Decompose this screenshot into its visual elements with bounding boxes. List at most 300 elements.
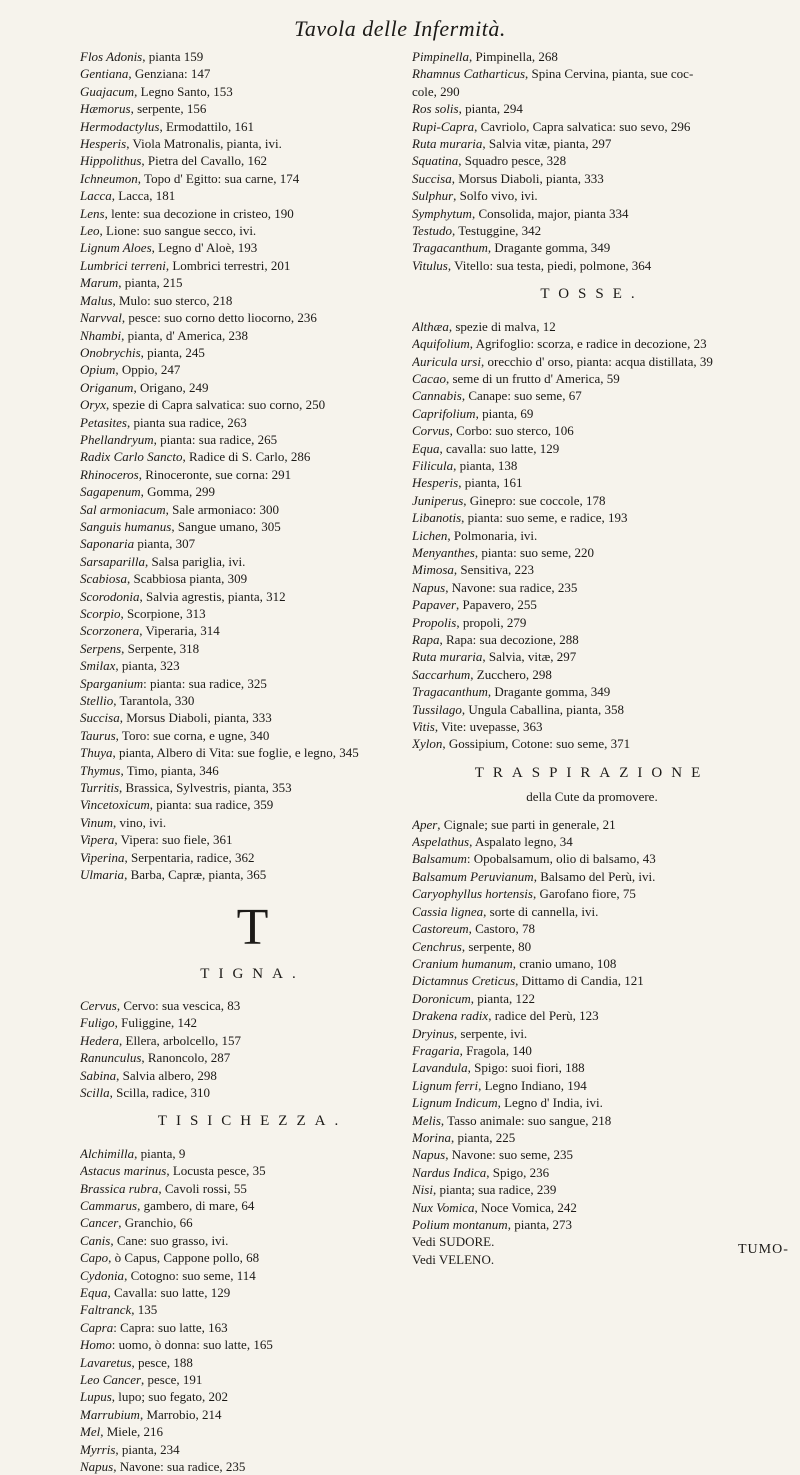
entry-detail: , pianta: sua radice, 359 xyxy=(149,797,274,813)
index-entry xyxy=(80,1214,425,1231)
entry-term: Oryx xyxy=(80,397,106,413)
left-entries-a xyxy=(80,48,425,884)
index-entry xyxy=(80,1441,425,1458)
entry-detail: , Pietra del Cavallo, 162 xyxy=(141,153,268,169)
entry-term: Leo Cancer xyxy=(80,1372,142,1388)
index-entry xyxy=(80,187,425,204)
entry-term: Vipera xyxy=(80,832,115,848)
entry-detail: , Squadro pesce, 328 xyxy=(458,153,567,169)
entry-term: Sanguis humanus xyxy=(80,518,172,534)
index-entry xyxy=(80,257,425,274)
entry-detail: , Marrobio, 214 xyxy=(139,1406,222,1422)
entry-term: Cydonia xyxy=(80,1267,125,1283)
entry-detail: , Granchio, 66 xyxy=(118,1215,193,1231)
entry-detail: , Radice di S. Carlo, 286 xyxy=(182,449,311,465)
index-entry xyxy=(412,1007,772,1024)
entry-detail: , Spina Cervina, pianta, sue coc- xyxy=(525,66,694,82)
index-entry xyxy=(80,814,425,831)
index-entry xyxy=(80,309,425,326)
index-entry xyxy=(412,850,772,867)
entry-term: Napus xyxy=(412,579,446,595)
section-title-traspirazione: TRASPIRAZIONE xyxy=(474,764,710,781)
entry-term: Equa xyxy=(80,1285,108,1300)
entry-term: Radix Carlo Sancto xyxy=(80,449,183,465)
index-entry xyxy=(80,1145,425,1162)
entry-term: Taurus xyxy=(80,727,116,743)
entry-detail: , Castoro, 78 xyxy=(468,921,536,937)
entry-term: Capra xyxy=(80,1319,114,1335)
entry-detail: : Capra: suo latte, 163 xyxy=(113,1319,228,1335)
entry-detail: , Navone: suo seme, 235 xyxy=(445,1147,574,1163)
entry-detail: , pianta sua radice, 263 xyxy=(126,414,247,430)
entry-detail: , pianta 159 xyxy=(142,49,204,64)
index-entry xyxy=(80,205,425,222)
entry-detail: , Spigo: suoi fiori, 188 xyxy=(467,1060,585,1076)
index-entry xyxy=(80,553,425,570)
index-entry xyxy=(80,48,425,65)
entry-term: Hermodactylus xyxy=(80,118,160,134)
entry-term: Gentiana xyxy=(80,66,129,82)
index-entry xyxy=(80,361,425,378)
entry-term: Xylon xyxy=(412,736,443,752)
entry-detail: , pianta, 294 xyxy=(458,101,523,117)
index-entry xyxy=(80,466,425,483)
index-entry xyxy=(80,501,425,518)
entry-detail: , pianta, d' America, 238 xyxy=(121,327,249,343)
entry-term: Brassica rubra xyxy=(80,1180,159,1196)
index-entry xyxy=(412,735,772,752)
catchword: TUMO- xyxy=(738,1242,789,1257)
index-entry xyxy=(80,448,425,465)
entry-term: Papaver xyxy=(412,597,457,613)
entry-detail: , spezie di malva, 12 xyxy=(448,318,556,334)
entry-detail: , Balsamo del Perù, ivi. xyxy=(533,868,656,884)
entry-detail: , Scilla, radice, 310 xyxy=(109,1084,210,1100)
index-entry xyxy=(412,205,772,222)
entry-term: Narvval xyxy=(80,310,122,326)
entry-term: Cannabis xyxy=(412,388,462,404)
entry-term: Vitis xyxy=(412,719,435,735)
entry-detail: , Spigo, 236 xyxy=(486,1164,550,1180)
entry-detail: , Consolida, major, pianta 334 xyxy=(471,205,629,221)
index-entry xyxy=(412,353,772,370)
section-big-letter: T xyxy=(236,898,269,956)
entry-detail: , Gomma, 299 xyxy=(140,484,216,500)
entry-term: Hesperis xyxy=(412,475,459,491)
entry-term: Serpens xyxy=(80,640,122,656)
entry-term: Ranunculus xyxy=(80,1050,142,1066)
index-entry xyxy=(412,48,772,65)
index-entry xyxy=(80,796,425,813)
entry-detail: : uomo, ò donna: suo latte, 165 xyxy=(111,1337,273,1353)
entry-term: Caryophyllus hortensis xyxy=(412,886,533,902)
entry-term: Vinum xyxy=(80,814,113,830)
entry-detail: , Testuggine, 342 xyxy=(451,223,542,239)
page-title: Tavola delle Infermità. xyxy=(294,16,506,41)
entry-detail: , Papavero, 255 xyxy=(456,597,537,613)
entry-term: Castoreum xyxy=(412,921,469,937)
entry-detail: , lupo; suo fegato, 202 xyxy=(111,1389,229,1405)
index-entry xyxy=(80,1336,425,1353)
entry-term: Stellio xyxy=(80,693,114,709)
entry-term: Nhambi xyxy=(80,327,122,343)
entry-term: Smilax xyxy=(80,658,116,674)
left-entries-tisichezza xyxy=(80,1145,425,1475)
entry-detail: , Noce Vomica, 242 xyxy=(474,1199,577,1215)
entry-term: Cranium humanum xyxy=(412,955,513,971)
entry-term: Filicula xyxy=(412,457,454,473)
index-entry xyxy=(412,1216,772,1233)
entry-detail: , Salvia, vitæ, 297 xyxy=(482,649,577,665)
entry-detail: cole, 290 xyxy=(412,83,460,99)
index-entry xyxy=(412,1181,772,1198)
index-entry xyxy=(80,588,425,605)
entry-detail: , Origano, 249 xyxy=(133,379,209,395)
index-entry xyxy=(80,657,425,674)
index-entry xyxy=(412,1025,772,1042)
entry-term: Sulphur xyxy=(412,188,454,204)
entry-detail: , Morsus Diaboli, pianta, 333 xyxy=(119,710,272,726)
index-entry xyxy=(80,831,425,848)
entry-term: Tragacanthum xyxy=(412,240,488,256)
index-entry xyxy=(412,1199,772,1216)
entry-term: Lavandula xyxy=(412,1060,468,1076)
index-entry xyxy=(412,683,772,700)
entry-detail: , Rinoceronte, sue corna: 291 xyxy=(138,466,292,482)
index-entry xyxy=(80,1267,425,1284)
entry-term: Capo xyxy=(80,1250,109,1266)
index-entry xyxy=(80,1319,425,1336)
entry-term: Ruta muraria xyxy=(412,649,483,665)
entry-detail: , spezie di Capra salvatica: suo corno, 250 xyxy=(106,397,326,413)
index-entry xyxy=(80,518,425,535)
entry-detail: , Barba, Capræ, pianta, 365 xyxy=(124,867,267,883)
entry-term: Menyanthes xyxy=(412,544,475,560)
index-entry xyxy=(412,885,772,902)
index-entry xyxy=(412,135,772,152)
index-entry xyxy=(80,118,425,135)
entry-term: Libanotis xyxy=(412,510,462,526)
entry-term: Origanum xyxy=(80,379,134,395)
entry-detail: , Timo, pianta, 346 xyxy=(120,762,219,778)
entry-detail: , Viola Matronalis, pianta, ivi. xyxy=(126,136,282,152)
index-entry xyxy=(412,118,772,135)
section-title-tigna: TIGNA. xyxy=(200,965,305,982)
entry-detail: , Legno d' Aloè, 193 xyxy=(151,240,258,256)
entry-detail: , cavalla: suo latte, 129 xyxy=(439,440,560,456)
entry-detail: , seme di un frutto d' America, 59 xyxy=(445,370,620,386)
entry-term: Lignum Aloes xyxy=(80,240,152,256)
entry-detail: , pianta, 323 xyxy=(115,658,180,674)
index-entry xyxy=(412,1042,772,1059)
index-entry xyxy=(80,379,425,396)
entry-detail: , Cavriolo, Capra salvatica: suo sevo, 296 xyxy=(474,118,691,134)
entry-detail: , Cotogno: suo seme, 114 xyxy=(124,1267,256,1283)
entry-term: Mel xyxy=(80,1424,101,1440)
entry-detail: , pianta, 122 xyxy=(470,990,536,1006)
entry-detail: , Aspalato legno, 34 xyxy=(469,834,573,850)
index-entry xyxy=(412,474,772,491)
entry-detail: , Salvia vitæ, pianta, 297 xyxy=(482,136,612,152)
index-entry xyxy=(412,1233,772,1250)
entry-detail: , Legno d' India, ivi. xyxy=(497,1095,603,1111)
entry-detail: , Canape: suo seme, 67 xyxy=(461,388,582,404)
index-entry xyxy=(80,1371,425,1388)
entry-detail: , Serpentaria, radice, 362 xyxy=(124,849,255,865)
entry-term: Drakena radix xyxy=(412,1008,489,1024)
index-entry xyxy=(80,1162,425,1179)
index-entry xyxy=(80,1180,425,1197)
entry-term: Rapa xyxy=(412,632,440,647)
entry-detail: , propoli, 279 xyxy=(456,614,527,630)
index-entry xyxy=(412,370,772,387)
entry-detail: , Pimpinella, 268 xyxy=(469,49,558,64)
index-entry xyxy=(80,1458,425,1475)
entry-term: Turritis xyxy=(80,780,120,796)
section-title-tosse: TOSSE. xyxy=(540,286,644,303)
entry-detail: , vino, ivi. xyxy=(112,814,167,830)
entry-detail: , lente: sua decozione in cristeo, 190 xyxy=(104,205,294,221)
entry-detail: , pesce: suo corno detto liocorno, 236 xyxy=(121,310,317,326)
entry-term: Althæa xyxy=(412,318,449,334)
entry-detail: , cranio umano, 108 xyxy=(512,955,617,971)
entry-term: Aspelathus xyxy=(412,834,470,850)
entry-detail: , Dittamo di Candia, 121 xyxy=(515,973,644,989)
entry-detail: , pianta: suo seme, e radice, 193 xyxy=(461,510,628,526)
index-entry xyxy=(412,579,772,596)
index-entry xyxy=(412,1059,772,1076)
entry-term: Scabiosa xyxy=(80,571,127,587)
entry-detail: , Fuliggine, 142 xyxy=(114,1015,198,1031)
entry-term: Astacus marinus xyxy=(80,1163,167,1179)
index-entry xyxy=(412,955,772,972)
entry-term: Lignum ferri xyxy=(412,1077,479,1093)
index-entry xyxy=(80,1423,425,1440)
entry-term: Ulmaria xyxy=(80,867,125,883)
index-entry xyxy=(80,483,425,500)
entry-term: Flos Adonis xyxy=(80,49,143,64)
index-entry xyxy=(80,1388,425,1405)
entry-detail: , Tasso animale: suo sangue, 218 xyxy=(440,1112,612,1128)
entry-detail: , Rapa: sua decozione, 288 xyxy=(439,632,579,647)
index-entry xyxy=(80,396,425,413)
entry-term: Rupi-Capra xyxy=(412,118,475,134)
entry-term: Succisa xyxy=(412,170,452,186)
entry-detail: , Navone: sua radice, 235 xyxy=(113,1459,246,1475)
entry-term: Thuya xyxy=(80,745,113,761)
entry-term: Scorpio xyxy=(80,606,121,621)
entry-detail: , sorte di cannella, ivi. xyxy=(483,903,599,919)
entry-detail: , Gossipium, Cotone: suo seme, 371 xyxy=(442,736,631,752)
index-entry xyxy=(80,709,425,726)
right-entries-tosse xyxy=(412,318,772,753)
entry-detail: , Cavalla: suo latte, 129 xyxy=(107,1285,231,1300)
entry-term: Juniperus xyxy=(412,492,464,508)
entry-detail: : pianta: sua radice, 325 xyxy=(143,675,267,691)
index-entry xyxy=(412,65,772,82)
entry-term: Auricula ursi xyxy=(412,353,481,369)
entry-detail: , Agrifoglio: scorza, e radice in decozione, 23 xyxy=(469,336,707,352)
entry-detail: , Vipera: suo fiele, 361 xyxy=(114,832,233,848)
index-entry xyxy=(80,1406,425,1423)
index-entry xyxy=(412,648,772,665)
entry-term: Nisi xyxy=(412,1182,433,1198)
entry-term: Napus xyxy=(412,1147,446,1163)
index-entry xyxy=(80,292,425,309)
entry-term: Lignum Indicum xyxy=(412,1095,498,1111)
index-entry xyxy=(80,675,425,692)
entry-term: Lacca xyxy=(80,188,112,204)
index-entry xyxy=(412,422,772,439)
index-entry xyxy=(412,222,772,239)
entry-detail: , Sale armoniaco: 300 xyxy=(165,501,279,517)
entry-detail: , Serpente, 318 xyxy=(121,640,200,656)
index-entry xyxy=(80,1067,425,1084)
entry-term: Succisa xyxy=(80,710,120,726)
index-entry xyxy=(412,405,772,422)
entry-detail: , Ginepro: sue coccole, 178 xyxy=(463,492,606,508)
entry-term: Equa xyxy=(412,440,440,456)
index-entry xyxy=(80,65,425,82)
index-entry xyxy=(80,327,425,344)
index-entry xyxy=(412,1251,772,1268)
index-entry xyxy=(412,170,772,187)
entry-detail: , Brassica, Sylvestris, pianta, 353 xyxy=(119,780,292,796)
entry-term: Ros solis xyxy=(412,101,459,117)
entry-detail: , Lacca, 181 xyxy=(111,188,176,204)
entry-detail: , Scorpione, 313 xyxy=(120,606,206,621)
entry-term: Polium montanum xyxy=(412,1217,508,1232)
entry-detail: , Topo d' Egitto: sua carne, 174 xyxy=(137,170,300,186)
right-entries-traspirazione xyxy=(412,816,772,1269)
entry-term: Faltranck xyxy=(80,1302,132,1318)
entry-term: Caprifolium xyxy=(412,405,476,421)
entry-term: Rhinoceros xyxy=(80,466,139,482)
index-entry xyxy=(412,1112,772,1129)
entry-detail: , Cane: suo grasso, ivi. xyxy=(110,1232,229,1248)
entry-term: Tussilago xyxy=(412,701,462,717)
entry-term: Cancer xyxy=(80,1215,119,1231)
entry-detail: , pianta: sua radice, 265 xyxy=(153,431,278,447)
entry-term: Sabina xyxy=(80,1067,117,1083)
entry-detail: , pianta, 245 xyxy=(140,344,205,360)
index-entry xyxy=(80,1232,425,1249)
index-entry xyxy=(412,561,772,578)
entry-detail: , serpente, 80 xyxy=(461,938,532,954)
entry-term: Hippolithus xyxy=(80,153,142,169)
index-entry xyxy=(80,622,425,639)
index-entry xyxy=(412,816,772,833)
left-entries-tigna xyxy=(80,997,425,1101)
index-entry xyxy=(412,920,772,937)
entry-term: Alchimilla xyxy=(80,1145,135,1161)
index-entry xyxy=(80,1249,425,1266)
entry-detail: , Cavoli rossi, 55 xyxy=(158,1180,247,1196)
index-entry xyxy=(80,100,425,117)
entry-detail: Vedi VELENO. xyxy=(412,1251,495,1267)
index-entry xyxy=(80,1197,425,1214)
entry-detail: , Sangue umano, 305 xyxy=(171,518,281,534)
entry-detail: , pianta, 225 xyxy=(451,1129,516,1145)
index-entry xyxy=(412,1146,772,1163)
index-entry xyxy=(412,509,772,526)
index-entry xyxy=(412,701,772,718)
entry-term: Sparganium xyxy=(80,675,144,691)
entry-detail: , Toro: sue corna, e ugne, 340 xyxy=(115,727,270,743)
entry-detail: , Dragante gomma, 349 xyxy=(487,240,611,256)
index-entry xyxy=(80,1084,425,1101)
index-entry xyxy=(80,414,425,431)
entry-term: Nux Vomica xyxy=(412,1199,475,1215)
entry-detail: , pianta, 234 xyxy=(115,1441,180,1457)
entry-term: Scorodonia xyxy=(80,588,140,604)
entry-term: Lichen xyxy=(412,527,448,543)
index-entry xyxy=(80,1049,425,1066)
entry-detail: , Salvia albero, 298 xyxy=(116,1067,217,1083)
entry-detail: , Salvia agrestis, pianta, 312 xyxy=(139,588,286,604)
entry-detail: , Genziana: 147 xyxy=(128,66,211,82)
entry-term: Propolis xyxy=(412,614,457,630)
entry-detail: , radice del Perù, 123 xyxy=(488,1008,599,1024)
entry-term: Saccarhum xyxy=(412,666,471,682)
entry-term: Balsamum Peruvianum xyxy=(412,868,534,884)
index-entry xyxy=(80,239,425,256)
index-entry xyxy=(80,744,425,761)
entry-term: Aper xyxy=(412,816,438,832)
entry-detail: , pianta, 273 xyxy=(507,1217,572,1232)
entry-detail: , orecchio d' orso, pianta: acqua distillata, 39 xyxy=(480,353,713,369)
entry-detail: , Scabbiosa pianta, 309 xyxy=(126,571,248,587)
entry-detail: , pianta, 161 xyxy=(458,475,523,491)
entry-term: Fuligo xyxy=(80,1015,115,1031)
entry-detail: , Lombrici terrestri, 201 xyxy=(165,257,291,273)
entry-term: Sagapenum xyxy=(80,484,141,500)
entry-detail: : Opobalsamum, olio di balsamo, 43 xyxy=(466,851,656,867)
entry-detail: , Ermodattilo, 161 xyxy=(159,118,255,134)
index-entry xyxy=(80,135,425,152)
index-entry xyxy=(80,692,425,709)
index-entry xyxy=(412,1164,772,1181)
entry-term: Marrubium xyxy=(80,1406,140,1422)
index-entry xyxy=(412,903,772,920)
index-entry xyxy=(80,535,425,552)
entry-term: Dictamnus Creticus xyxy=(412,973,516,989)
entry-detail: , Solfo vivo, ivi. xyxy=(453,188,538,204)
entry-term: Melis xyxy=(412,1112,441,1128)
index-entry xyxy=(412,1129,772,1146)
entry-detail: , Ranoncolo, 287 xyxy=(141,1050,231,1066)
index-entry xyxy=(412,492,772,509)
entry-detail: , Locusta pesce, 35 xyxy=(166,1163,266,1179)
index-entry xyxy=(80,1284,425,1301)
index-entry xyxy=(412,666,772,683)
index-entry xyxy=(412,718,772,735)
entry-term: Guajacum xyxy=(80,83,135,99)
entry-detail: , serpente, ivi. xyxy=(453,1025,528,1041)
index-entry xyxy=(80,1032,425,1049)
index-entry xyxy=(412,938,772,955)
index-entry xyxy=(412,833,772,850)
entry-term: Viperina xyxy=(80,849,125,865)
entry-term: Squatina xyxy=(412,153,459,169)
entry-detail: , pianta, 215 xyxy=(118,275,183,291)
entry-detail: Vedi SUDORE. xyxy=(412,1234,495,1250)
entry-detail: , Vite: uvepasse, 363 xyxy=(434,719,543,735)
index-entry xyxy=(80,344,425,361)
entry-term: Rhamnus Catharticus xyxy=(412,66,526,82)
entry-term: Petasites xyxy=(80,414,127,430)
index-entry xyxy=(412,239,772,256)
